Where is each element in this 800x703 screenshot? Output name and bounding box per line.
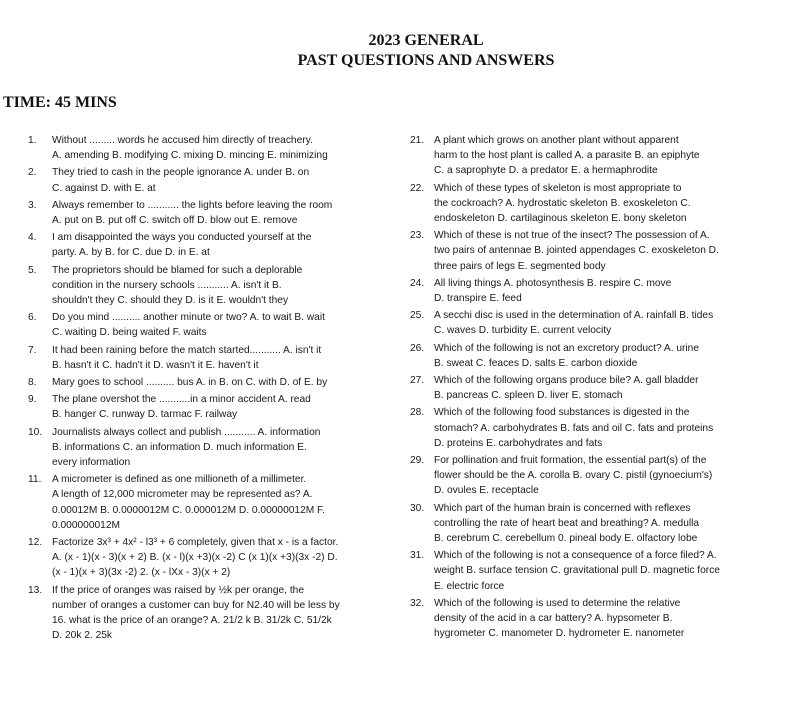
question-number: 21. (410, 135, 425, 146)
question-item (410, 548, 762, 594)
question-item (28, 583, 378, 644)
question-text-line: flower should be the A. corolla B. ovary C. pistil (gynoecium's) (434, 470, 713, 482)
time-limit: TIME: 45 MINS (3, 94, 117, 111)
left-question-column (28, 133, 378, 646)
question-text-line: D. 20k 2. 25k (52, 630, 113, 642)
question-text-line: shouldn't they C. should they D. is it E. wouldn't they (52, 295, 289, 307)
question-item (410, 501, 762, 547)
question-text-line: A micrometer is defined as one millioneth of a millimeter. (52, 474, 307, 486)
question-number: 1. (28, 135, 37, 146)
question-text-line: every information (52, 457, 131, 469)
question-text-line: A secchi disc is used in the determination of A. rainfall B. tides (434, 310, 714, 322)
question-text-line: Do you mind .......... another minute or two? A. to wait B. wait (52, 312, 325, 324)
question-text-line: endoskeleton D. cartilaginous skeleton E. bony skeleton (434, 213, 687, 225)
question-text-line: Journalists always collect and publish ........... A. information (52, 426, 321, 438)
question-item (28, 375, 378, 390)
question-text-line: A. amending B. modifying C. mixing D. mincing E. minimizing (52, 150, 328, 162)
question-text-line: The proprietors should be blamed for such a deplorable (52, 264, 303, 276)
question-text-line: D. ovules E. receptacle (434, 485, 539, 497)
question-text-line: If the price of oranges was raised by ½k per orange, the (52, 584, 305, 596)
question-item (28, 263, 378, 309)
question-number: 26. (410, 342, 425, 354)
question-text-line: Which of the following organs produce bile? A. gall bladder (434, 375, 699, 387)
right-question-column (410, 133, 762, 644)
question-text-line: the cockroach? A. hydrostatic skeleton B. exoskeleton C. (434, 197, 691, 209)
question-item (28, 310, 378, 340)
question-item (28, 198, 378, 228)
question-text-line: Which of these types of skeleton is most appropriate to (434, 182, 682, 194)
question-item (28, 392, 378, 422)
question-text-line: Which part of the human brain is concerned with reflexes (434, 502, 691, 514)
question-text-line: two pairs of antennae B. jointed appendages C. exoskeleton D. (434, 245, 719, 257)
question-item (410, 133, 762, 179)
question-item (410, 596, 762, 642)
page-title-line1: 2023 GENERAL (368, 32, 484, 49)
question-text-line: I am disappointed the ways you conducted yourself at the (52, 232, 312, 244)
question-item (410, 405, 762, 451)
question-item (28, 535, 378, 581)
question-text-line: density of the acid in a car battery? A. hypsometer B. (434, 613, 673, 625)
question-text-line: 16. what is the price of an orange? A. 21/2 k B. 31/2k C. 51/2k (52, 615, 332, 627)
question-item (28, 133, 378, 163)
question-number: 27. (410, 375, 425, 387)
question-number: 3. (28, 199, 37, 211)
question-number: 4. (28, 232, 37, 244)
question-text-line: A length of 12,000 micrometer may be represented as? A. (52, 489, 313, 501)
question-number: 2. (28, 167, 37, 179)
question-text-line: Which of the following is used to determine the relative (434, 597, 681, 609)
question-text-line: Which of the following is not a consequence of a force filed? A. (434, 550, 717, 562)
question-text-line: D. transpire E. feed (434, 293, 522, 305)
question-text-line: C. waiting D. being waited F. waits (52, 327, 207, 339)
question-number: 8. (28, 377, 37, 389)
question-text-line: 0.00012M B. 0.0000012M C. 0.000012M D. 0.00000012M F. (52, 504, 325, 516)
question-text-line: B. sweat C. feaces D. salts E. carbon dioxide (434, 357, 638, 369)
question-text-line: C. waves D. turbidity E. current velocity (434, 325, 612, 337)
question-text-line: Which of the following food substances is digested in the (434, 407, 690, 419)
question-text-line: E. electric force (434, 580, 505, 592)
question-text-line: Which of the following is not an excretory product? A. urine (434, 342, 700, 354)
question-text-line: B. informations C. an information D. much information E. (52, 441, 307, 453)
question-text-line: number of oranges a customer can buy for N2.40 will be less by (52, 599, 340, 611)
question-item (410, 181, 762, 227)
question-item (410, 276, 762, 306)
question-text-line: stomach? A. carbohydrates B. fats and oil C. fats and proteins (434, 422, 714, 434)
question-text-line: (x - 1)(x + 3)(3x -2) 2. (x - lXx - 3)(x + 2) (52, 567, 231, 579)
question-number: 7. (28, 344, 37, 356)
question-text-line: All living things A. photosynthesis B. respire C. move (434, 277, 672, 289)
question-number: 11. (28, 474, 42, 486)
question-text-line: Always remember to ........... the lights before leaving the room (52, 199, 333, 211)
question-text-line: A. put on B. put off C. switch off D. blow out E. remove (52, 215, 298, 227)
question-number: 28. (410, 407, 425, 419)
question-text-line: They tried to cash in the people ignorance A. under B. on (52, 167, 310, 179)
question-item (410, 341, 762, 371)
question-text-line: C. against D. with E. at (52, 182, 156, 194)
question-text-line: For pollination and fruit formation, the essential part(s) of the (434, 455, 707, 467)
question-item (410, 308, 762, 338)
question-item (28, 343, 378, 373)
question-text-line: party. A. by B. for C. due D. in E. at (52, 247, 210, 259)
question-number: 31. (410, 550, 425, 562)
question-text-line: B. cerebrum C. cerebellum 0. pineal body E. olfactory lobe (434, 533, 698, 545)
question-text-line: C. a saprophyte D. a predator E. a hermaphrodite (434, 165, 658, 177)
question-text-line: A plant which grows on another plant without apparent (434, 135, 679, 146)
question-number: 12. (28, 537, 43, 549)
question-text-line: B. pancreas C. spleen D. liver E. stomach (434, 390, 623, 402)
question-text-line: harm to the host plant is called A. a parasite B. an epiphyte (434, 150, 700, 162)
question-text-line: D. proteins E. carbohydrates and fats (434, 437, 603, 449)
question-item (28, 472, 378, 533)
question-text-line: Without ......... words he accused him directly of treachery. (52, 135, 313, 146)
question-text-line: Factorize 3x³ + 4x² - l3³ + 6 completely, given that x - is a factor. (52, 537, 339, 549)
question-text-line: Which of these is not true of the insect? The possession of A. (434, 230, 710, 242)
question-text-line: three pairs of legs E. segmented body (434, 260, 606, 272)
question-number: 29. (410, 455, 425, 467)
question-item (410, 373, 762, 403)
question-text-line: weight B. surface tension C. gravitational pull D. magnetic force (434, 565, 720, 577)
question-item (28, 230, 378, 260)
question-number: 6. (28, 312, 37, 324)
question-number: 24. (410, 277, 425, 289)
question-item (28, 165, 378, 195)
question-text-line: hygrometer C. manometer D. hydrometer E. nanometer (434, 628, 685, 640)
question-number: 23. (410, 230, 425, 242)
question-item (28, 425, 378, 471)
question-number: 25. (410, 310, 425, 322)
question-number: 32. (410, 597, 425, 609)
question-number: 22. (410, 182, 425, 194)
question-number: 5. (28, 264, 37, 276)
question-number: 30. (410, 502, 425, 514)
question-text-line: It had been raining before the match started........... A. isn't it (52, 344, 322, 356)
question-text-line: condition in the nursery schools ........... A. isn't it B. (52, 279, 282, 291)
page-title-line2: PAST QUESTIONS AND ANSWERS (297, 52, 555, 69)
question-item (410, 453, 762, 499)
question-text-line: The plane overshot the ...........in a minor accident A. read (52, 394, 311, 406)
question-text-line: A. (x - 1)(x - 3)(x + 2) B. (x - l)(x +3)(x -2) C (x 1)(x +3)(3x -2) D. (52, 552, 338, 564)
question-number: 10. (28, 426, 43, 438)
question-number: 13. (28, 584, 43, 596)
question-text-line: B. hanger C. runway D. tarmac F. railway (52, 409, 238, 421)
question-text-line: B. hasn't it C. hadn't it D. wasn't it E. haven't it (52, 359, 259, 371)
question-text-line: controlling the rate of heart beat and breathing? A. medulla (434, 517, 700, 529)
question-text-line: Mary goes to school .......... bus A. in B. on C. with D. of E. by (52, 377, 328, 389)
question-text-line: 0.000000012M (52, 519, 120, 531)
question-number: 9. (28, 394, 37, 406)
question-item (410, 228, 762, 274)
